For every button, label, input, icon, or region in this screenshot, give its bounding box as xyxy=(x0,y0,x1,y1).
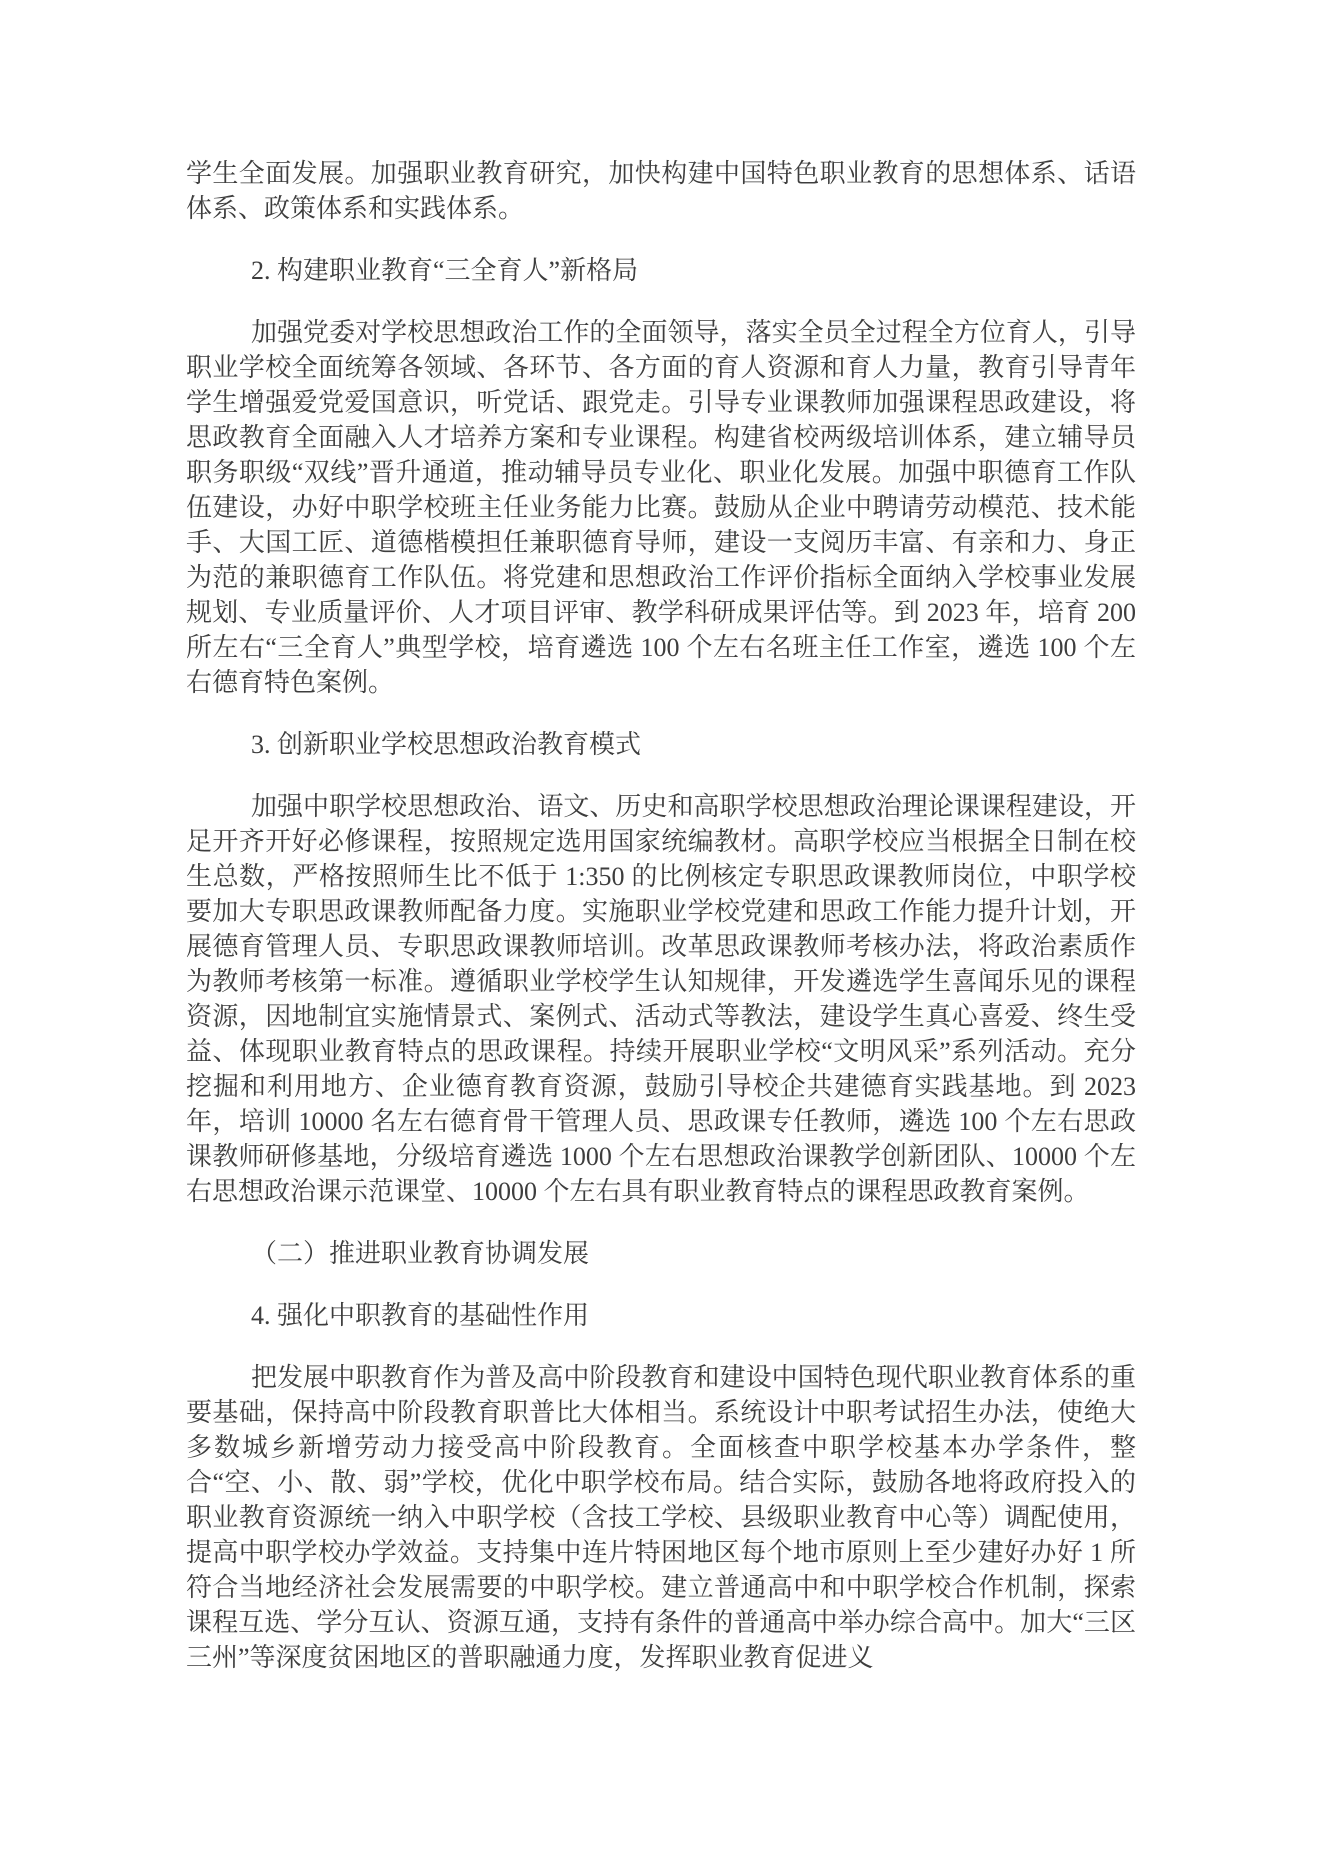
paragraph-continued-from-previous-page: 学生全面发展。加强职业教育研究，加快构建中国特色职业教育的思想体系、话语体系、政策体系和实践体系。 xyxy=(186,159,1136,223)
heading-point-2: 2. 构建职业教育“三全育人”新格局 xyxy=(251,256,639,285)
heading-point-4: 4. 强化中职教育的基础性作用 xyxy=(251,1301,590,1330)
document-content xyxy=(186,156,1136,1675)
heading-point-3: 3. 创新职业学校思想政治教育模式 xyxy=(251,730,642,759)
paragraph-point-4: 把发展中职教育作为普及高中阶段教育和建设中国特色现代职业教育体系的重要基础，保持高中阶段教育职普比大体相当。系统设计中职考试招生办法，使绝大多数城乡新增劳动力接受高中阶段教育。全面核查中职学校基本办学条件，整合“空、小、散、弱”学校，优化中职学校布局。结合实际，鼓励各地将政府投入的职业教育资源统一纳入中职学校（含技工学校、县级职业教育中心等）调配使用，提高中职学校办学效益。支持集中连片特困地区每个地市原则上至少建好办好 1 所符合当地经济社会发展需要的中职学校。建立普通高中和中职学校合作机制，探索课程互选、学分互认、资源互通，支持有条件的普通高中举办综合高中。加大“三区三州”等深度贫困地区的普职融通力度，发挥职业教育促进义 xyxy=(186,1363,1136,1672)
section-heading-two: （二）推进职业教育协调发展 xyxy=(251,1239,590,1268)
paragraph-point-3: 加强中职学校思想政治、语文、历史和高职学校思想政治理论课课程建设，开足开齐开好必修课程，按照规定选用国家统编教材。高职学校应当根据全日制在校生总数，严格按照师生比不低于 1:350 的比例核定专职思政课教师岗位，中职学校要加大专职思政课教师配备力度。实施职业学校党建和思政工作能力提升计划，开展德育管理人员、专职思政课教师培训。改革思政课教师考核办法，将政治素质作为教师考核第一标准。遵循职业学校学生认知规律，开发遴选学生喜闻乐见的课程资源，因地制宜实施情景式、案例式、活动式等教法，建设学生真心喜爱、终生受益、体现职业教育特点的思政课程。持续开展职业学校“文明风采”系列活动。充分挖掘和利用地方、企业德育教育资源，鼓励引导校企共建德育实践基地。到 2023 年，培训 10000 名左右德育骨干管理人员、思政课专任教师，遴选 100 个左右思政课教师研修基地，分级培育遴选 1000 个左右思想政治课教学创新团队、10000 个左右思想政治课示范课堂、10000 个左右具有职业教育特点的课程思政教育案例。 xyxy=(186,792,1136,1206)
paragraph-point-2: 加强党委对学校思想政治工作的全面领导，落实全员全过程全方位育人，引导职业学校全面统筹各领域、各环节、各方面的育人资源和育人力量，教育引导青年学生增强爱党爱国意识，听党话、跟党走。引导专业课教师加强课程思政建设，将思政教育全面融入人才培养方案和专业课程。构建省校两级培训体系，建立辅导员职务职级“双线”晋升通道，推动辅导员专业化、职业化发展。加强中职德育工作队伍建设，办好中职学校班主任业务能力比赛。鼓励从企业中聘请劳动模范、技术能手、大国工匠、道德楷模担任兼职德育导师，建设一支阅历丰富、有亲和力、身正为范的兼职德育工作队伍。将党建和思想政治工作评价指标全面纳入学校事业发展规划、专业质量评价、人才项目评审、教学科研成果评估等。到 2023 年，培育 200 所左右“三全育人”典型学校，培育遴选 100 个左右名班主任工作室，遴选 100 个左右德育特色案例。 xyxy=(186,318,1136,697)
